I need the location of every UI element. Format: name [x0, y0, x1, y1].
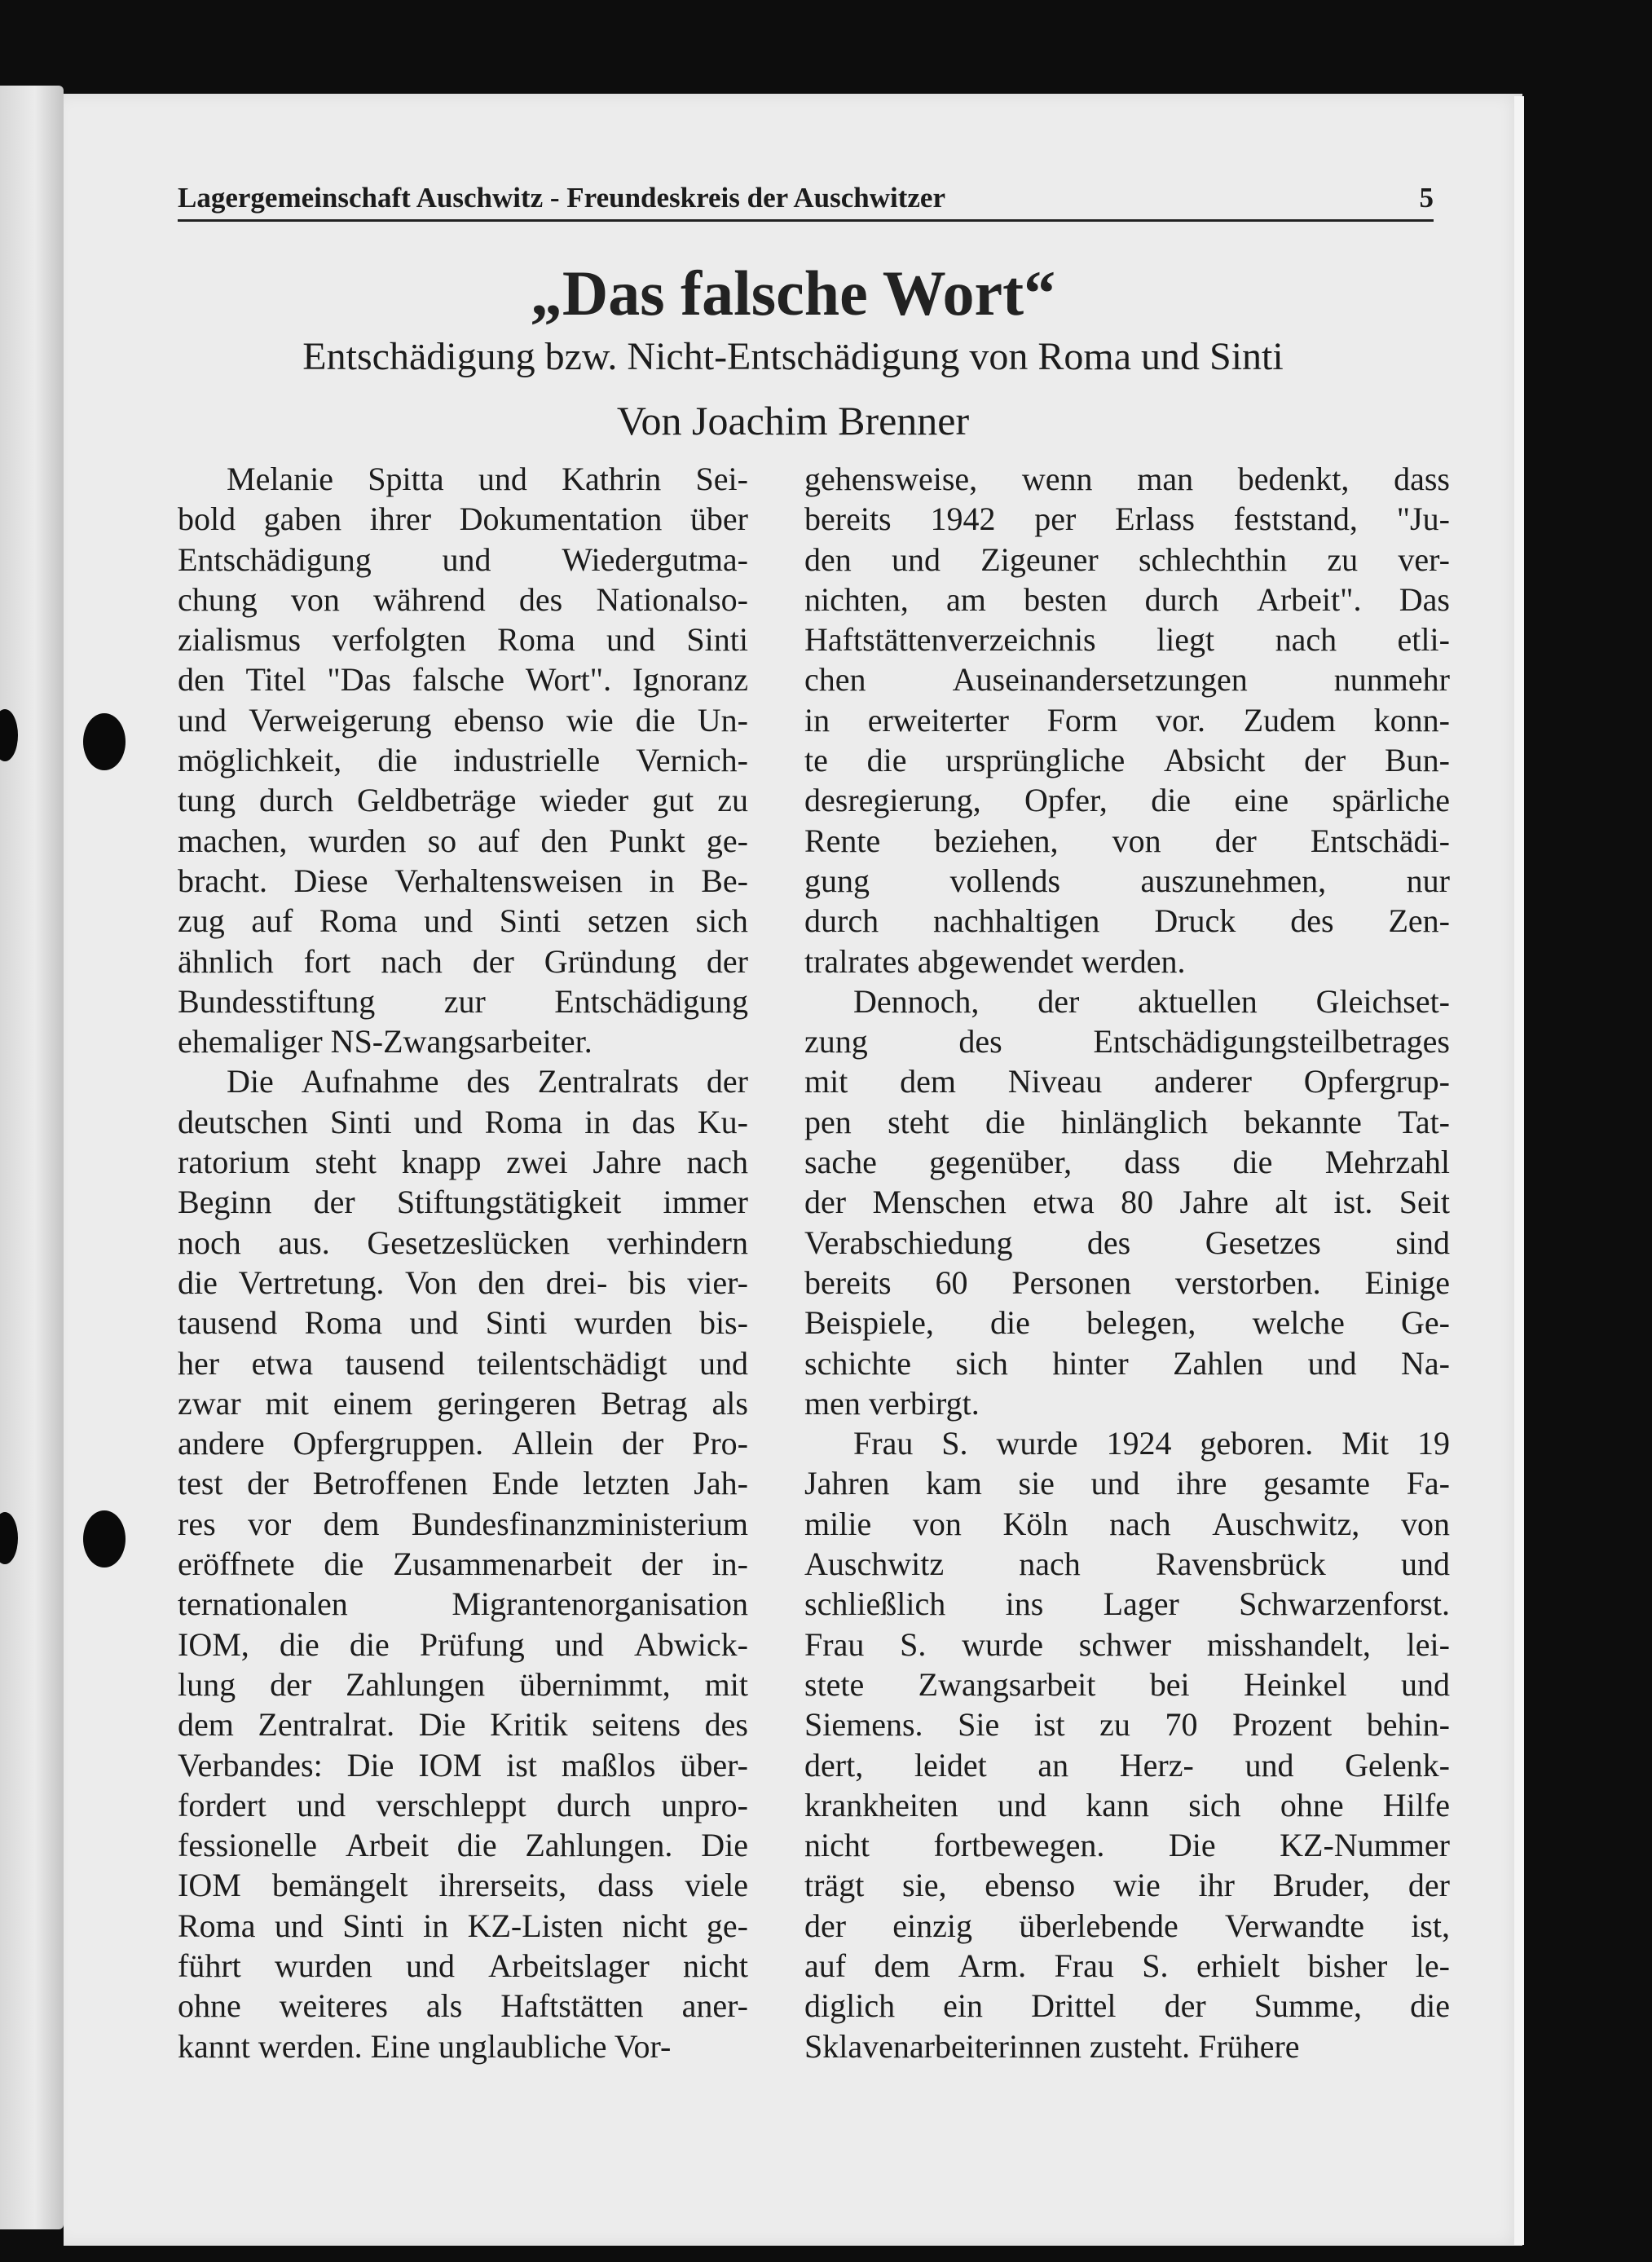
punch-hole-upper — [83, 713, 126, 770]
text-line: her etwa tausend teilentschädigt und — [178, 1344, 748, 1382]
text-line: zung des Entschädigungsteilbetrages — [804, 1023, 1450, 1060]
text-line: stete Zwangsarbeit bei Heinkel und — [804, 1665, 1450, 1703]
text-line: in erweiterter Form vor. Zudem konn- — [804, 701, 1450, 739]
text-line: nicht fortbewegen. Die KZ-Nummer — [804, 1827, 1450, 1864]
text-line: men verbirgt. — [804, 1384, 980, 1422]
text-line: diglich ein Drittel der Summe, die — [804, 1987, 1450, 2025]
page-number: 5 — [1419, 182, 1434, 214]
text-line: trägt sie, ebenso wie ihr Bruder, der — [804, 1867, 1450, 1904]
text-line: Verabschiedung des Gesetzes sind — [804, 1224, 1450, 1261]
text-line: schichte sich hinter Zahlen und Na- — [804, 1344, 1450, 1382]
text-line: Die Aufnahme des Zentralrats der — [227, 1063, 748, 1100]
text-line: milie von Köln nach Auschwitz, von — [804, 1505, 1450, 1542]
article-subtitle: Entschädigung bzw. Nicht-Entschädigung von Roma und Sinti — [302, 335, 1284, 378]
facing-page-edge — [0, 86, 64, 2229]
text-line: Roma und Sinti in KZ-Listen nicht ge- — [178, 1907, 748, 1944]
text-line: tung durch Geldbeträge wieder gut zu — [178, 782, 748, 819]
text-line: dert, leidet an Herz- und Gelenk- — [804, 1746, 1450, 1784]
text-line: ehemaliger NS-Zwangsarbeiter. — [178, 1023, 593, 1060]
text-line: ratorium steht knapp zwei Jahre nach — [178, 1144, 748, 1181]
document-page — [64, 94, 1522, 2246]
text-line: bracht. Diese Verhaltensweisen in Be- — [178, 862, 748, 899]
publication-name: Lagergemeinschaft Auschwitz - Freundeskreis der Auschwitzer — [178, 182, 945, 214]
text-line: Rente beziehen, von der Entschädi- — [804, 822, 1450, 859]
text-line: machen, wurden so auf den Punkt ge- — [178, 822, 748, 859]
text-line: Frau S. wurde 1924 geboren. Mit 19 — [853, 1425, 1450, 1462]
punch-hole-lower — [83, 1510, 126, 1568]
text-line: führt wurden und Arbeitslager nicht — [178, 1947, 748, 1984]
text-line: deutschen Sinti und Roma in das Ku- — [178, 1103, 748, 1140]
text-line: res vor dem Bundesfinanzministerium — [178, 1505, 748, 1542]
text-line: möglichkeit, die industrielle Vernich- — [178, 742, 748, 779]
text-line: sache gegenüber, dass die Mehrzahl — [804, 1144, 1450, 1181]
text-line: Haftstättenverzeichnis liegt nach etli- — [804, 621, 1450, 659]
text-line: mit dem Niveau anderer Opfergrup- — [804, 1063, 1450, 1100]
text-line: pen steht die hinlänglich bekannte Tat- — [804, 1103, 1450, 1140]
article-byline: Von Joachim Brenner — [616, 398, 970, 443]
text-line: zug auf Roma und Sinti setzen sich — [178, 902, 748, 940]
text-line: Sklavenarbeiterinnen zusteht. Frühere — [804, 2027, 1300, 2065]
page-edge — [1514, 96, 1524, 2245]
right-text-column — [804, 459, 1450, 2066]
text-line: ternationalen Migrantenorganisation — [178, 1585, 748, 1623]
text-line: die Vertretung. Von den drei- bis vier- — [178, 1263, 748, 1301]
text-line: durch nachhaltigen Druck des Zen- — [804, 902, 1450, 940]
text-line: schließlich ins Lager Schwarzenforst. — [804, 1585, 1450, 1623]
text-line: dem Zentralrat. Die Kritik seitens des — [178, 1706, 748, 1744]
text-line: gehensweise, wenn man bedenkt, dass — [804, 461, 1450, 497]
text-line: tralrates abgewendet werden. — [804, 942, 1186, 980]
text-line: chung von während des Nationalso- — [178, 580, 748, 618]
text-line: tausend Roma und Sinti wurden bis- — [178, 1304, 748, 1342]
text-line: bold gaben ihrer Dokumentation über — [178, 500, 748, 538]
text-line: IOM, die die Prüfung und Abwick- — [178, 1625, 748, 1663]
text-line: test der Betroffenen Ende letzten Jah- — [178, 1465, 748, 1502]
text-line: Siemens. Sie ist zu 70 Prozent behin- — [804, 1706, 1450, 1744]
text-line: den und Zigeuner schlechthin zu ver- — [804, 540, 1450, 578]
text-line: Bundesstiftung zur Entschädigung — [178, 982, 748, 1020]
text-line: der einzig überlebende Verwandte ist, — [804, 1907, 1450, 1944]
text-line: eröffnete die Zusammenarbeit der in- — [178, 1545, 748, 1583]
text-line: bereits 60 Personen verstorben. Einige — [804, 1263, 1450, 1301]
text-line: te die ursprüngliche Absicht der Bun- — [804, 742, 1450, 779]
text-line: desregierung, Opfer, die eine spärliche — [804, 782, 1450, 819]
text-line: kannt werden. Eine unglaubliche Vor- — [178, 2027, 672, 2065]
text-line: den Titel "Das falsche Wort". Ignoranz — [178, 661, 748, 699]
text-line: ähnlich fort nach der Gründung der — [178, 942, 748, 980]
text-line: Beispiele, die belegen, welche Ge- — [804, 1304, 1450, 1342]
text-line: der Menschen etwa 80 Jahre alt ist. Seit — [804, 1184, 1450, 1221]
text-line: auf dem Arm. Frau S. erhielt bisher le- — [804, 1947, 1450, 1984]
text-line: Dennoch, der aktuellen Gleichset- — [853, 982, 1450, 1020]
text-line: ohne weiteres als Haftstätten aner- — [178, 1987, 748, 2025]
text-line: Frau S. wurde schwer misshandelt, lei- — [804, 1625, 1450, 1663]
running-header — [178, 182, 1434, 222]
text-line: Jahren kam sie und ihre gesamte Fa- — [804, 1465, 1450, 1502]
left-text-column — [178, 459, 748, 2066]
text-line: Melanie Spitta und Kathrin Sei- — [227, 461, 748, 497]
text-line: fessionelle Arbeit die Zahlungen. Die — [178, 1827, 748, 1864]
text-line: Entschädigung und Wiedergutma- — [178, 540, 748, 578]
text-line: krankheiten und kann sich ohne Hilfe — [804, 1786, 1450, 1823]
text-line: fordert und verschleppt durch unpro- — [178, 1786, 748, 1823]
text-line: gung vollends auszunehmen, nur — [804, 862, 1450, 899]
text-line: andere Opfergruppen. Allein der Pro- — [178, 1425, 748, 1462]
text-line: und Verweigerung ebenso wie die Un- — [178, 701, 748, 739]
text-line: nichten, am besten durch Arbeit". Das — [804, 580, 1450, 618]
text-line: bereits 1942 per Erlass feststand, "Ju- — [804, 500, 1450, 538]
text-line: Beginn der Stiftungstätigkeit immer — [178, 1184, 748, 1221]
article-title: „Das falsche Wort“ — [530, 258, 1056, 328]
text-line: Auschwitz nach Ravensbrück und — [804, 1545, 1450, 1583]
text-line: Verbandes: Die IOM ist maßlos über- — [178, 1746, 748, 1784]
text-line: IOM bemängelt ihrerseits, dass viele — [178, 1867, 748, 1904]
text-line: zwar mit einem geringeren Betrag als — [178, 1384, 748, 1422]
text-line: lung der Zahlungen übernimmt, mit — [178, 1665, 748, 1703]
text-line: zialismus verfolgten Roma und Sinti — [178, 621, 748, 659]
text-line: noch aus. Gesetzeslücken verhindern — [178, 1224, 748, 1261]
text-line: chen Auseinandersetzungen nunmehr — [804, 661, 1450, 699]
